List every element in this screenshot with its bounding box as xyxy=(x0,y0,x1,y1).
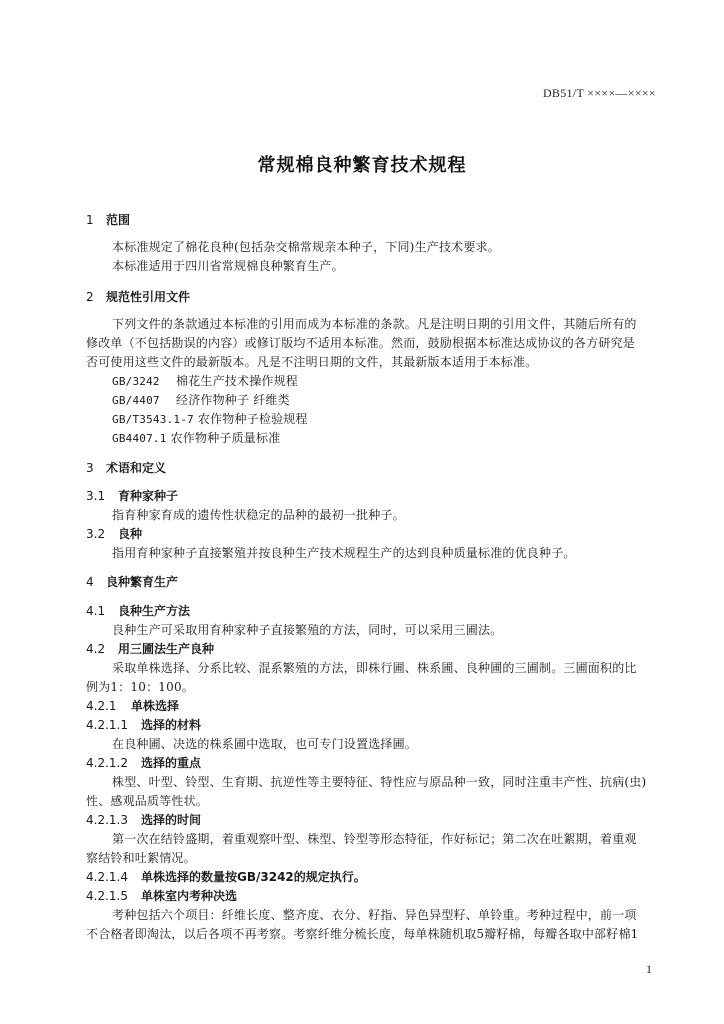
reference-item xyxy=(86,429,280,448)
subsection-heading xyxy=(86,716,201,734)
section-number: 3 xyxy=(86,461,94,475)
paragraph: 修改单（不包括勘误的内容）或修订版均不适用本标准。然而，鼓励根据本标准达成协议的各方研究是 xyxy=(86,336,636,350)
paragraph: 在良种圃、决选的株系圃中选取，也可专门设置选择圃。 xyxy=(112,737,418,751)
subsection-title: 选择的时间 xyxy=(141,813,202,827)
subsection-title: 育种家种子 xyxy=(118,489,179,503)
subsection-heading xyxy=(86,868,366,886)
subsection-number: 4.2.1 xyxy=(86,699,117,713)
section-number: 1 xyxy=(86,213,94,227)
paragraph: 下列文件的条款通过本标准的引用而成为本标准的条款。凡是注明日期的引用文件，其随后所有的 xyxy=(112,317,637,331)
subsection-number: 4.2.1.4 xyxy=(86,870,128,884)
section-heading xyxy=(86,573,178,591)
paragraph: 性、感观品质等性状。 xyxy=(86,794,209,808)
section-number: 2 xyxy=(86,290,94,304)
paragraph: 例为1：10：100。 xyxy=(86,680,195,694)
subsection-number: 4.2.1.3 xyxy=(86,813,128,827)
paragraph: 株型、叶型、铃型、生育期、抗逆性等主要特征、特性应与原品种一致，同时注重丰产性、抗病(虫) xyxy=(112,775,647,789)
paragraph: 良种生产可采取用育种家种子直接繁殖的方法，同时，可以采用三圃法。 xyxy=(112,623,503,637)
reference-code: GB/T3543.1-7 xyxy=(112,413,194,426)
section-title: 范围 xyxy=(106,213,131,227)
section-heading xyxy=(86,459,166,477)
paragraph: 否可使用这些文件的最新版本。凡是不注明日期的文件，其最新版本适用于本标准。 xyxy=(86,355,538,369)
subsection-heading xyxy=(86,640,214,658)
paragraph: 指育种家育成的遗传性状稳定的品种的最初一批种子。 xyxy=(112,508,405,522)
subsection-number: 3.1 xyxy=(86,489,106,503)
subsection-title: 单株室内考种决选 xyxy=(141,889,238,903)
subsection-title: 良种生产方法 xyxy=(118,604,191,618)
subsection-title: 选择的材料 xyxy=(141,718,202,732)
subsection-title: 选择的重点 xyxy=(141,756,202,770)
reference-title: 农作物种子检验规程 xyxy=(197,412,308,426)
subsection-number: 4.2.1.5 xyxy=(86,889,128,903)
paragraph: 采取单株选择、分系比较、混系繁殖的方法，即株行圃、株系圃、良种圃的三圃制。三圃面积的比 xyxy=(112,661,637,675)
section-heading xyxy=(86,288,190,306)
reference-code: GB/4407 xyxy=(112,394,160,407)
section-number: 4 xyxy=(86,575,94,589)
subsection-title: 用三圃法生产良种 xyxy=(118,642,215,656)
subsection-number: 4.2 xyxy=(86,642,106,656)
subsection-title: 单株选择 xyxy=(131,699,180,713)
subsection-title: 单株选择的数量按GB/3242的规定执行。 xyxy=(141,870,366,884)
subsection-heading xyxy=(86,487,178,505)
paragraph: 指用育种家种子直接繁殖并按良种生产技术规程生产的达到良种质量标准的优良种子。 xyxy=(112,546,576,560)
paragraph: 本标准规定了棉花良种(包括杂交棉常规亲本种子，下同)生产技术要求。 xyxy=(112,240,500,254)
reference-item xyxy=(86,372,298,391)
paragraph: 不合格者即淘汰，以后各项不再考察。考察纤维分梳长度，每单株随机取5瓣籽棉，每瓣各取中部籽棉1 xyxy=(86,927,639,941)
subsection-heading xyxy=(86,525,142,543)
standard-code: DB51/T ××××—×××× xyxy=(542,86,656,100)
paragraph: 本标准适用于四川省常规棉良种繁育生产。 xyxy=(112,259,344,273)
subsection-number: 4.1 xyxy=(86,604,106,618)
subsection-heading xyxy=(86,697,179,715)
reference-item xyxy=(86,410,308,429)
paragraph: 考种包括六个项目：纤维长度、整齐度、衣分、籽指、异色异型籽、单铃重。考种过程中，前一项 xyxy=(112,908,637,922)
page-title: 常规棉良种繁育技术规程 xyxy=(257,155,467,176)
subsection-heading xyxy=(86,887,237,905)
reference-code: GB/3242 xyxy=(112,375,160,388)
subsection-number: 4.2.1.1 xyxy=(86,718,128,732)
reference-item xyxy=(86,391,290,410)
reference-title: 棉花生产技术操作规程 xyxy=(176,374,299,388)
paragraph: 察结铃和吐絮情况。 xyxy=(86,851,196,865)
reference-title: 农作物种子质量标准 xyxy=(170,431,281,445)
page-number: 1 xyxy=(646,962,652,976)
reference-title: 经济作物种子 纤维类 xyxy=(176,393,290,407)
reference-code: GB4407.1 xyxy=(112,432,167,445)
section-title: 术语和定义 xyxy=(106,461,167,475)
subsection-number: 3.2 xyxy=(86,527,106,541)
subsection-heading xyxy=(86,754,201,772)
paragraph: 第一次在结铃盛期，着重观察叶型、株型、铃型等形态特征，作好标记；第二次在吐絮期，着重观 xyxy=(112,832,637,846)
subsection-number: 4.2.1.2 xyxy=(86,756,128,770)
section-heading xyxy=(86,211,130,229)
section-title: 规范性引用文件 xyxy=(106,290,191,304)
subsection-title: 良种 xyxy=(118,527,143,541)
subsection-heading xyxy=(86,811,201,829)
subsection-heading xyxy=(86,602,190,620)
section-title: 良种繁育生产 xyxy=(106,575,179,589)
